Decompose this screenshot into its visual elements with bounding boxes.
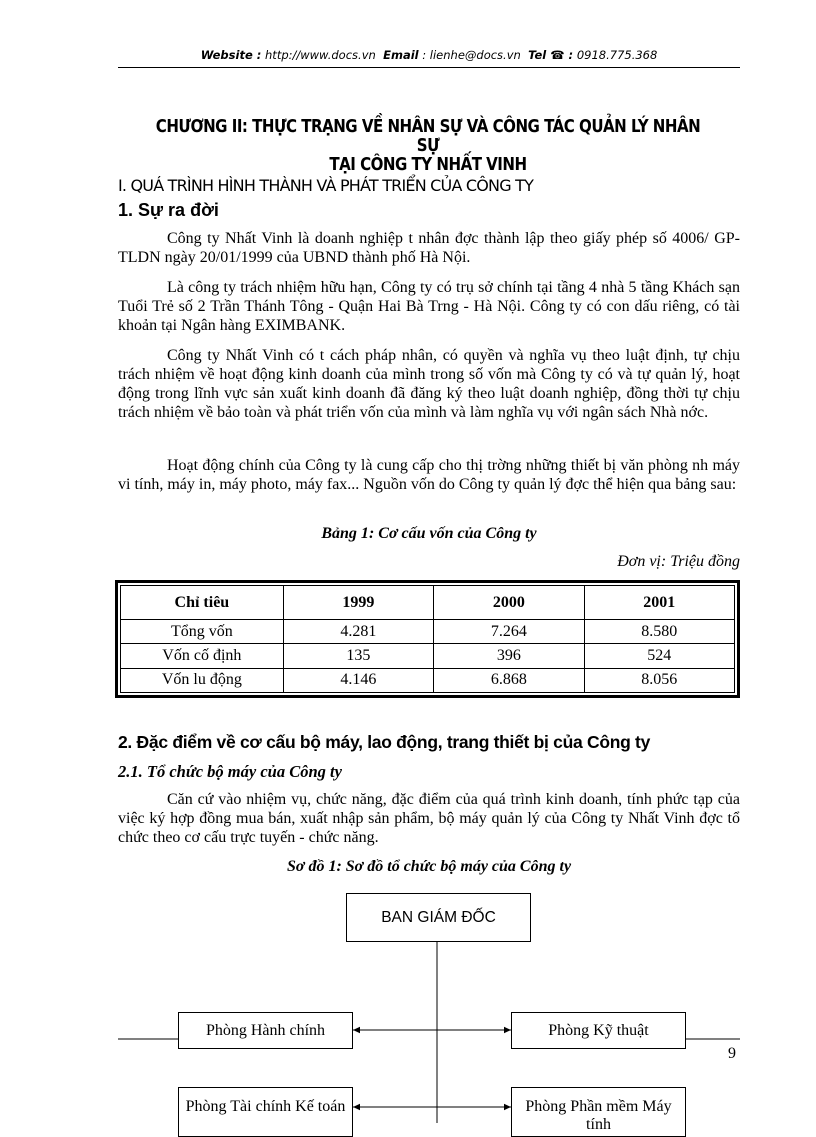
section-1-heading: I. QUÁ TRÌNH HÌNH THÀNH VÀ PHÁT TRIỂN CỦA CÔNG TY bbox=[118, 176, 534, 195]
email-value[interactable]: : lienhe@docs.vn bbox=[422, 48, 521, 62]
chapter-title-line-2: TẠI CÔNG TY NHẤT VINH bbox=[329, 155, 527, 175]
tel-label: Tel ☎ : bbox=[528, 48, 574, 62]
paragraph-4: Hoạt động chính của Công ty là cung cấp cho thị trờng những thiết bị văn phòng nh máy vi tính, máy in, máy photo, máy fax... Nguồn vốn do Công ty quản lý đợc thể hiện qua bảng sau: bbox=[118, 457, 740, 493]
chapter-title-line-1: CHƯƠNG II: THỰC TRẠNG VỀ NHÂN SỰ VÀ CÔNG TÁC QUẢN LÝ NHÂN SỰ bbox=[155, 117, 701, 156]
table-cell: 524 bbox=[584, 644, 734, 668]
paragraph-3: Công ty Nhất Vinh có t cách pháp nhân, có quyền và nghĩa vụ theo luật định, tự chịu trách nhiệm về hoạt động kinh doanh của mình trong số vốn mà Công ty có và tự quản lý, hoạt động trong lĩnh vực sản xuất kinh doanh đã đăng ký theo luật doanh nghiệp, đồng thời tự chịu trách nhiệm về bảo toàn và phát triển vốn của mình và làm nghĩa vụ với ngân sách Nhà nớc. bbox=[118, 347, 740, 421]
table-header-cell: 2000 bbox=[434, 586, 584, 620]
table-cell: 6.868 bbox=[434, 668, 584, 692]
section-2-1-heading: 2.1. Tổ chức bộ máy của Công ty bbox=[118, 762, 342, 781]
table-caption-prefix: Bảng 1 bbox=[321, 525, 369, 542]
table-unit: Đơn vị: Triệu đồng bbox=[617, 553, 740, 570]
table-cell: 8.056 bbox=[584, 668, 734, 692]
org-box-phong-phan-mem: Phòng Phần mềm Máy tính bbox=[511, 1087, 686, 1137]
website-label: Website : bbox=[200, 48, 262, 62]
paragraph-2: Là công ty trách nhiệm hữu hạn, Công ty có trụ sở chính tại tầng 4 nhà 5 tầng Khách sạn Tuổi Trẻ số 2 Trần Thánh Tông - Quận Hai Bà Trng - Hà Nội. Công ty có con dấu riêng, có tài khoản tại Ngân hàng EXIMBANK. bbox=[118, 279, 740, 334]
table-header-cell: 2001 bbox=[584, 586, 734, 620]
tel-value: 0918.775.368 bbox=[576, 48, 658, 62]
section-2-heading: 2. Đặc điểm về cơ cấu bộ máy, lao động, trang thiết bị của Công ty bbox=[118, 732, 651, 752]
website-url[interactable]: http://www.docs.vn bbox=[265, 48, 376, 62]
table-header-cell: 1999 bbox=[283, 586, 433, 620]
table-cell: 7.264 bbox=[434, 620, 584, 644]
org-box-phong-tai-chinh: Phòng Tài chính Kế toán bbox=[178, 1087, 353, 1137]
paragraph-5: Căn cứ vào nhiệm vụ, chức năng, đặc điểm của quá trình kinh doanh, tính phức tạp của việc ký hợp đồng mua bán, xuất nhập sản phẩm, bộ máy quản lý của Công ty Nhất Vinh đợc tổ chức theo cơ cấu trực tuyến - chức năng. bbox=[118, 791, 740, 846]
table-cell: Vốn cố định bbox=[121, 644, 284, 668]
section-1-1-heading: 1. Sự ra đời bbox=[118, 200, 219, 220]
table-cell: 4.146 bbox=[283, 668, 433, 692]
org-box-ban-giam-doc: BAN GIÁM ĐỐC bbox=[346, 893, 531, 942]
table-cell: 396 bbox=[434, 644, 584, 668]
table-header-cell: Chỉ tiêu bbox=[121, 586, 284, 620]
table-cell: 4.281 bbox=[283, 620, 433, 644]
table-cell: 8.580 bbox=[584, 620, 734, 644]
org-box-phong-ky-thuat: Phòng Kỹ thuật bbox=[511, 1012, 686, 1049]
email-label: Email bbox=[383, 48, 419, 62]
paragraph-1: Công ty Nhất Vinh là doanh nghiệp t nhân đợc thành lập theo giấy phép số 4006/ GP-TLDN ngày 20/01/1999 của UBND thành phố Hà Nội. bbox=[118, 230, 740, 266]
table-cell: 135 bbox=[283, 644, 433, 668]
diagram-caption: Sơ đồ 1: Sơ đồ tổ chức bộ máy của Công ty bbox=[286, 858, 572, 875]
table-caption-rest: : Cơ cấu vốn của Công ty bbox=[368, 525, 537, 542]
page-number: 9 bbox=[728, 1045, 736, 1062]
table-cell: Tổng vốn bbox=[121, 620, 284, 644]
org-box-phong-hanh-chinh: Phòng Hành chính bbox=[178, 1012, 353, 1049]
table-cell: Vốn lu động bbox=[121, 668, 284, 692]
